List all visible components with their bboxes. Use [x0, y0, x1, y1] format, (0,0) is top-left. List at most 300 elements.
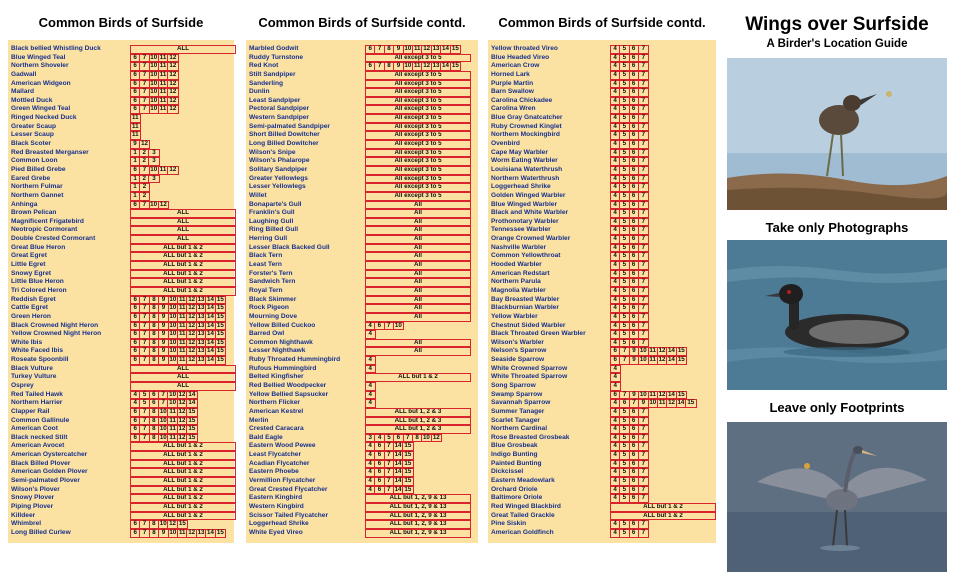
location-range: [365, 494, 471, 503]
location-code: 6: [131, 348, 140, 355]
location-code: 7: [140, 98, 149, 105]
location-code: 6: [630, 245, 639, 252]
location-range: [365, 71, 471, 80]
location-code: 7: [641, 312, 646, 320]
location-code: 7: [641, 200, 646, 208]
bird-name: Great Crested Flycatcher: [249, 485, 328, 493]
location-code: 8: [150, 418, 159, 425]
location-code: 5: [620, 530, 629, 537]
list-item: [246, 347, 478, 356]
location-code: 7: [641, 96, 646, 104]
list-item: [8, 140, 234, 149]
location-range: [365, 157, 471, 166]
location-codes: [610, 356, 687, 365]
location-code: 7: [641, 45, 646, 52]
list-item: [8, 494, 234, 503]
bird-name: Baltimore Oriole: [491, 494, 543, 502]
location-code: 7: [641, 165, 646, 173]
list-item: [246, 296, 478, 305]
location-code: 9: [630, 348, 639, 355]
location-codes: [365, 365, 376, 374]
location-code: 4: [611, 236, 620, 243]
location-code: 7: [140, 89, 149, 96]
location-code: 10: [169, 399, 177, 407]
location-range-text: All: [414, 253, 422, 260]
heron-photo-image: [727, 58, 947, 210]
location-code: 5: [620, 115, 629, 122]
location-code: 4: [611, 63, 620, 70]
location-range: [365, 183, 471, 192]
list-item: [246, 261, 478, 270]
location-codes: [130, 157, 160, 166]
location-code: 4: [368, 390, 372, 398]
list-item: [246, 166, 478, 175]
bird-name: Red Tailed Hawk: [11, 390, 63, 398]
location-code: 7: [641, 261, 646, 269]
list-item: [8, 218, 234, 227]
location-code: 15: [677, 356, 685, 364]
location-code: 6: [131, 89, 140, 96]
bird-name: Blue Headed Vireo: [491, 53, 550, 61]
bird-name: Eared Grebe: [11, 174, 51, 182]
location-code: 6: [630, 418, 639, 425]
list-item: [488, 399, 716, 408]
location-codes: [130, 425, 198, 434]
location-code: 12: [188, 347, 196, 355]
list-item: [246, 442, 478, 451]
location-range: [365, 347, 471, 356]
location-code: 12: [188, 528, 196, 536]
bird-column-1: [8, 0, 234, 582]
location-code: 5: [385, 435, 394, 442]
bird-name: Snowy Egret: [11, 269, 51, 277]
location-range-text: All except 3 to 5: [394, 166, 442, 173]
location-code: 7: [620, 392, 629, 399]
list-item: [8, 175, 234, 184]
location-code: 10: [639, 356, 647, 364]
location-range: [365, 114, 471, 123]
location-code: 14: [394, 442, 402, 450]
location-code: 14: [207, 330, 214, 338]
location-code: 13: [432, 45, 440, 52]
list-item: [8, 166, 234, 175]
location-codes: [610, 54, 649, 63]
location-code: 7: [404, 435, 413, 442]
egret-photo: [727, 422, 947, 572]
location-code: 7: [630, 400, 639, 407]
location-code: 11: [178, 295, 186, 303]
location-range-text: ALL: [176, 365, 190, 372]
location-range-text: ALL but 1 & 2: [643, 512, 683, 519]
location-code: 6: [131, 530, 140, 537]
location-range-text: All except 3 to 5: [394, 175, 442, 182]
location-code: 6: [630, 227, 639, 234]
location-code: 6: [375, 452, 384, 459]
list-item: [246, 54, 478, 63]
location-code: 14: [188, 399, 196, 407]
bird-name: Anhinga: [11, 200, 38, 208]
location-codes: [610, 166, 649, 175]
location-code: 6: [630, 314, 639, 321]
location-code: 15: [404, 477, 412, 485]
location-codes: [130, 330, 226, 339]
location-code: 11: [178, 304, 186, 312]
bird-name: Snowy Plover: [11, 494, 55, 502]
bird-name: Yellow Billed Cuckoo: [249, 321, 316, 329]
bird-name: Black Crowned Night Heron: [11, 321, 99, 329]
location-code: 5: [620, 469, 629, 476]
location-codes: [130, 149, 160, 158]
list-item: [488, 166, 716, 175]
location-code: 5: [620, 323, 629, 330]
location-codes: [130, 114, 141, 123]
list-item: [246, 304, 478, 313]
location-code: 5: [620, 279, 629, 286]
location-code: 7: [641, 114, 646, 122]
location-code: 13: [197, 304, 205, 312]
list-item: [8, 330, 234, 339]
location-range: [365, 123, 471, 132]
list-item: [488, 425, 716, 434]
location-code: 14: [207, 312, 214, 320]
list-item: [488, 105, 716, 114]
list-item: [246, 512, 478, 521]
location-range-text: All except 3 to 5: [394, 132, 442, 139]
bird-name: Greater Yellowlegs: [249, 174, 308, 182]
location-codes: [365, 442, 414, 451]
location-code: 6: [150, 392, 159, 399]
bird-name: Blue Gray Gnatcatcher: [491, 114, 563, 122]
location-code: 6: [611, 348, 620, 355]
location-code: 8: [150, 435, 159, 442]
location-code: 9: [131, 141, 140, 148]
location-codes: [610, 201, 649, 210]
location-code: 10: [159, 425, 167, 433]
location-code: 4: [611, 323, 620, 330]
list-item: [8, 88, 234, 97]
location-code: 6: [630, 271, 639, 278]
location-code: 4: [366, 323, 375, 330]
bird-name: Yellow Crowned Night Heron: [11, 330, 102, 338]
location-code: 6: [630, 461, 639, 468]
bird-name: Blackburnian Warbler: [491, 304, 559, 312]
location-code: 12: [658, 390, 666, 398]
location-code: 6: [630, 167, 639, 174]
location-range: [130, 442, 236, 451]
list-item: [488, 71, 716, 80]
location-code: 11: [159, 96, 167, 104]
bird-name: Lesser Nighthawk: [249, 347, 306, 355]
location-code: 5: [620, 409, 629, 416]
location-code: 6: [630, 443, 639, 450]
bird-name: Pine Siskin: [491, 520, 527, 528]
list-item: [8, 347, 234, 356]
bird-name: Little Egret: [11, 261, 46, 269]
list-item: [246, 425, 478, 434]
bird-name: Northern Flicker: [249, 399, 300, 407]
location-codes: [610, 442, 649, 451]
location-code: 6: [131, 81, 140, 88]
list-item: [8, 442, 234, 451]
location-code: 6: [630, 478, 639, 485]
bird-name: Reddish Egret: [11, 295, 56, 303]
bird-name: Common Loon: [11, 157, 58, 165]
location-range-text: ALL but 1, 2 & 3: [394, 408, 442, 415]
list-item: [8, 425, 234, 434]
list-item: [488, 157, 716, 166]
bird-name: White Ibis: [11, 338, 43, 346]
list-item: [488, 192, 716, 201]
location-code: 4: [366, 469, 375, 476]
location-code: 4: [611, 55, 620, 62]
location-code: 15: [216, 347, 224, 355]
location-code: 5: [620, 478, 629, 485]
bird-name: Little Blue Heron: [11, 278, 64, 286]
location-code: 1: [131, 184, 140, 191]
location-codes: [365, 330, 376, 339]
location-code: 4: [611, 219, 620, 226]
location-code: 12: [188, 330, 196, 338]
location-range-text: ALL but 1, 2 & 3: [394, 426, 442, 433]
location-code: 5: [140, 392, 149, 399]
location-code: 15: [404, 451, 412, 459]
list-item: [246, 131, 478, 140]
location-range-text: ALL but 1 & 2: [163, 452, 203, 459]
bird-name: Cape May Warbler: [491, 148, 548, 156]
location-range-text: All: [414, 201, 422, 208]
location-codes: [610, 244, 649, 253]
bird-name: Black Throated Green Warbler: [491, 330, 586, 338]
location-code: 10: [404, 62, 412, 70]
location-codes: [130, 105, 179, 114]
location-code: 5: [620, 210, 629, 217]
location-code: 6: [131, 323, 140, 330]
bird-name: American Widgeon: [11, 79, 71, 87]
location-range-text: ALL but 1, 2, 9 & 13: [389, 529, 447, 536]
list-item: [246, 175, 478, 184]
location-code: 4: [613, 373, 617, 381]
location-range-text: All: [414, 218, 422, 225]
location-code: 7: [641, 79, 646, 87]
location-range: [130, 244, 236, 253]
bird-name: Lesser Black Backed Gull: [249, 243, 330, 251]
list-item: [8, 460, 234, 469]
location-code: 4: [611, 46, 620, 53]
location-code: 6: [375, 487, 384, 494]
location-code: 8: [385, 46, 394, 53]
location-codes: [610, 114, 649, 123]
bird-name: Pectoral Sandpiper: [249, 105, 310, 113]
bird-name: Wilson's Plover: [11, 485, 60, 493]
location-range: [130, 261, 236, 270]
bird-name: Red Bellied Woodpecker: [249, 381, 327, 389]
location-code: 4: [611, 98, 620, 105]
location-code: 6: [630, 452, 639, 459]
bird-name: Eastern Kingbird: [249, 494, 303, 502]
location-range: [130, 477, 236, 486]
bird-name: Great Tailed Grackle: [491, 511, 555, 519]
location-code: 8: [150, 348, 159, 355]
location-code: 12: [178, 390, 186, 398]
location-code: 7: [641, 217, 646, 225]
location-codes: [610, 287, 649, 296]
location-code: 14: [207, 338, 214, 346]
bird-column-3: [488, 0, 716, 582]
location-code: 11: [169, 433, 176, 441]
location-code: 15: [404, 485, 412, 493]
location-code: 10: [169, 390, 177, 398]
location-code: 4: [611, 305, 620, 312]
list-item: [8, 373, 234, 382]
location-code: 12: [178, 407, 186, 415]
location-range: [365, 529, 471, 538]
location-code: 13: [197, 356, 205, 364]
list-item: [246, 477, 478, 486]
location-code: 4: [611, 202, 620, 209]
list-item: [246, 451, 478, 460]
location-code: 6: [630, 323, 639, 330]
list-item: [488, 97, 716, 106]
bird-name: Mottled Duck: [11, 96, 53, 104]
location-code: 12: [188, 304, 196, 312]
bird-name: Dickcissel: [491, 468, 524, 476]
location-code: 14: [394, 477, 402, 485]
bird-name: Ruby Crowned Kinglet: [491, 122, 562, 130]
location-range-text: ALL but 1 & 2: [163, 495, 203, 502]
bird-name: Wilson's Snipe: [249, 148, 296, 156]
list-item: [246, 417, 478, 426]
location-code: 14: [442, 45, 449, 52]
list-item: [246, 201, 478, 210]
list-item: [488, 235, 716, 244]
location-range-text: All: [414, 236, 422, 243]
location-code: 6: [630, 55, 639, 62]
location-code: 6: [630, 158, 639, 165]
location-range: [130, 218, 236, 227]
bird-name: Painted Bunting: [491, 459, 542, 467]
location-code: 6: [630, 253, 639, 260]
location-code: 6: [620, 400, 629, 407]
location-code: 6: [131, 202, 140, 209]
bird-list: [8, 45, 234, 538]
location-codes: [610, 270, 649, 279]
location-code: 11: [658, 399, 666, 407]
list-item: [246, 140, 478, 149]
bird-name: Barred Owl: [249, 330, 285, 338]
location-code: 6: [630, 115, 639, 122]
location-code: 10: [169, 356, 177, 364]
location-code: 7: [140, 331, 149, 338]
list-item: [488, 347, 716, 356]
location-code: 7: [385, 452, 394, 459]
location-range: [610, 512, 716, 521]
location-code: 7: [140, 530, 149, 537]
location-code: 10: [169, 312, 177, 320]
location-code: 11: [178, 321, 186, 329]
bird-name: Short Billed Dowitcher: [249, 131, 320, 139]
location-code: 4: [613, 381, 617, 389]
list-item: [8, 287, 234, 296]
list-item: [246, 339, 478, 348]
location-code: 9: [630, 357, 639, 364]
list-item: [8, 520, 234, 529]
location-code: 7: [620, 348, 629, 355]
location-code: 7: [641, 442, 646, 450]
bird-name: Black bellied Whistling Duck: [11, 45, 101, 52]
list-item: [488, 365, 716, 374]
location-code: 13: [197, 528, 205, 536]
location-code: 5: [620, 288, 629, 295]
location-codes: [130, 175, 160, 184]
bird-name: Barn Swallow: [491, 88, 534, 96]
location-code: 5: [620, 98, 629, 105]
location-codes: [610, 520, 649, 529]
bird-name: Vermillion Flycatcher: [249, 477, 316, 485]
bird-name: Ring Billed Gull: [249, 226, 299, 234]
location-code: 7: [385, 443, 394, 450]
location-code: 15: [188, 407, 196, 415]
location-code: 6: [630, 202, 639, 209]
list-item: [8, 296, 234, 305]
location-code: 7: [140, 167, 149, 174]
list-item: [8, 235, 234, 244]
location-codes: [610, 373, 621, 382]
location-range: [130, 460, 236, 469]
location-code: 8: [150, 297, 159, 304]
location-range-text: ALL but 1 & 2: [163, 287, 203, 294]
location-range-text: ALL but 1 & 2: [163, 262, 203, 269]
bird-name: Rufous Hummingbird: [249, 364, 317, 372]
location-code: 13: [197, 330, 205, 338]
bird-name: Black Tern: [249, 252, 283, 260]
location-code: 10: [150, 53, 158, 61]
location-code: 6: [630, 89, 639, 96]
location-range-text: ALL but 1 & 2: [163, 503, 203, 510]
location-code: 15: [404, 459, 412, 467]
location-code: 7: [641, 183, 646, 191]
location-code: 4: [611, 461, 620, 468]
location-code: 4: [611, 288, 620, 295]
location-codes: [365, 451, 414, 460]
bird-name: Ruddy Turnstone: [249, 53, 304, 61]
location-code: 7: [641, 62, 646, 70]
bird-name: Common Gallinule: [11, 416, 70, 424]
location-codes: [130, 97, 179, 106]
location-code: 12: [188, 312, 196, 320]
bird-name: Red Breasted Merganser: [11, 148, 89, 156]
list-item: [8, 270, 234, 279]
location-code: 4: [611, 443, 620, 450]
location-codes: [130, 54, 179, 63]
location-code: 6: [630, 426, 639, 433]
list-item: [488, 88, 716, 97]
location-range: [365, 235, 471, 244]
list-item: [488, 131, 716, 140]
location-range-text: ALL but 1 & 2: [163, 512, 203, 519]
location-code: 11: [159, 88, 167, 96]
list-item: [246, 494, 478, 503]
list-item: [8, 278, 234, 287]
location-codes: [365, 460, 414, 469]
location-code: 11: [413, 62, 421, 70]
location-code: 9: [394, 46, 403, 53]
location-code: 4: [611, 452, 620, 459]
location-code: 8: [150, 530, 159, 537]
location-code: 11: [159, 79, 167, 87]
bird-name: Dunlin: [249, 88, 270, 96]
location-code: 1: [131, 150, 140, 157]
location-range: [365, 339, 471, 348]
